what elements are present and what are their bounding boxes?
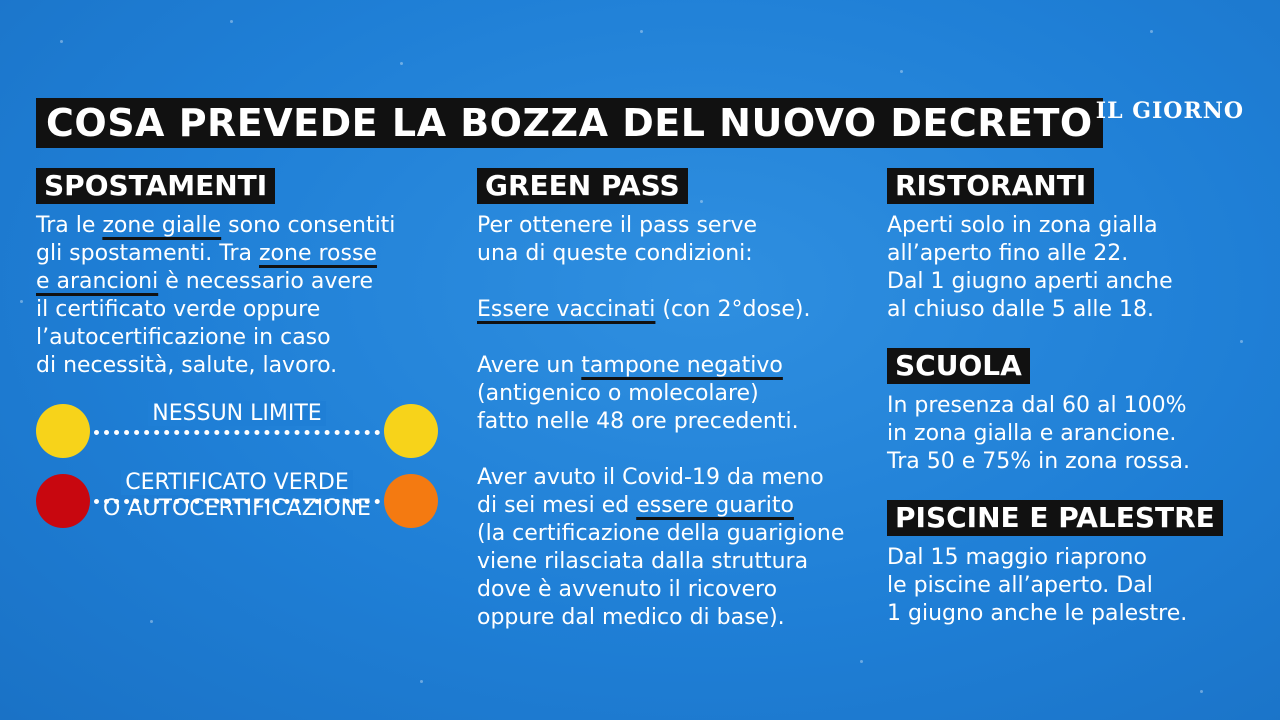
text-line: (antigenico o molecolare)	[477, 381, 759, 406]
text-line: oppure dal medico di base).	[477, 605, 785, 630]
text-line: Tra 50 e 75% in zona rossa.	[887, 449, 1191, 474]
text-run: gli spostamenti. Tra	[36, 241, 259, 266]
legend-label-certificato	[84, 470, 390, 522]
spostamenti-text	[36, 212, 395, 380]
background-speck	[860, 660, 863, 663]
text-line: fatto nelle 48 ore precedenti.	[477, 409, 799, 434]
yellow-zone-dot	[384, 404, 438, 458]
orange-zone-dot	[384, 474, 438, 528]
text-line: Aperti solo in zona gialla	[887, 213, 1158, 238]
background-speck	[640, 30, 643, 33]
background-speck	[1200, 690, 1203, 693]
legend-text: CERTIFICATO VERDE	[121, 470, 353, 495]
underlined-phrase: essere guarito	[636, 493, 794, 518]
background-speck	[1240, 340, 1243, 343]
scuola-text	[887, 392, 1190, 476]
text-run: sono consentiti	[221, 213, 396, 238]
yellow-zone-dot	[36, 404, 90, 458]
underlined-phrase: Essere vaccinati	[477, 297, 656, 322]
background-speck	[420, 680, 423, 683]
background-speck	[60, 40, 63, 43]
underlined-phrase: tampone negativo	[581, 353, 783, 378]
background-speck	[1150, 30, 1153, 33]
text-run: Avere un	[477, 353, 582, 378]
brand-logo: IL GIORNO	[1095, 98, 1244, 124]
text-run: è necessario avere	[158, 269, 373, 294]
legend-text: O AUTOCERTIFICAZIONE	[103, 496, 371, 521]
legend-text: NESSUN LIMITE	[148, 401, 325, 426]
text-line: viene rilasciata dalla struttura	[477, 549, 809, 574]
text-line: In presenza dal 60 al 100%	[887, 393, 1187, 418]
text-line: in zona gialla e arancione.	[887, 421, 1177, 446]
red-zone-dot	[36, 474, 90, 528]
text-line: Per ottenere il pass serve	[477, 213, 758, 238]
background-speck	[20, 300, 23, 303]
text-line: una di queste condizioni:	[477, 241, 753, 266]
piscine-palestre-text	[887, 544, 1187, 628]
ristoranti-heading: RISTORANTI	[887, 168, 1094, 204]
green-pass-heading: GREEN PASS	[477, 168, 688, 204]
text-line: all’aperto fino alle 22.	[887, 241, 1129, 266]
background-speck	[150, 620, 153, 623]
text-run: di sei mesi ed	[477, 493, 637, 518]
text-line: dove è avvenuto il ricovero	[477, 577, 778, 602]
piscine-palestre-heading: PISCINE E PALESTRE	[887, 500, 1223, 536]
background-speck	[230, 20, 233, 23]
green-pass-text	[477, 212, 844, 632]
background-speck	[900, 70, 903, 73]
text-line: Dal 1 giugno aperti anche	[887, 269, 1173, 294]
spostamenti-heading: SPOSTAMENTI	[36, 168, 275, 204]
underlined-phrase: zone gialle	[102, 213, 222, 238]
page-title: COSA PREVEDE LA BOZZA DEL NUOVO DECRETO	[36, 98, 1103, 148]
text-run: (con 2°dose).	[655, 297, 811, 322]
text-line: l’autocertificazione in caso	[36, 325, 331, 350]
text-line: di necessità, salute, lavoro.	[36, 353, 338, 378]
underlined-phrase: e arancioni	[36, 269, 159, 294]
text-line: 1 giugno anche le palestre.	[887, 601, 1188, 626]
scuola-heading: SCUOLA	[887, 348, 1030, 384]
text-line: il certificato verde oppure	[36, 297, 321, 322]
underlined-phrase: zone rosse	[259, 241, 377, 266]
text-line: Dal 15 maggio riaprono	[887, 545, 1147, 570]
background-speck	[700, 200, 703, 203]
dotted-connector	[94, 430, 380, 435]
legend-label-nessun-limite	[94, 401, 380, 427]
background-speck	[400, 62, 403, 65]
text-line: al chiuso dalle 5 alle 18.	[887, 297, 1155, 322]
text-run: Tra le	[36, 213, 103, 238]
text-line: (la certificazione della guarigione	[477, 521, 845, 546]
text-line: Aver avuto il Covid-19 da meno	[477, 465, 824, 490]
text-line: le piscine all’aperto. Dal	[887, 573, 1153, 598]
ristoranti-text	[887, 212, 1173, 324]
